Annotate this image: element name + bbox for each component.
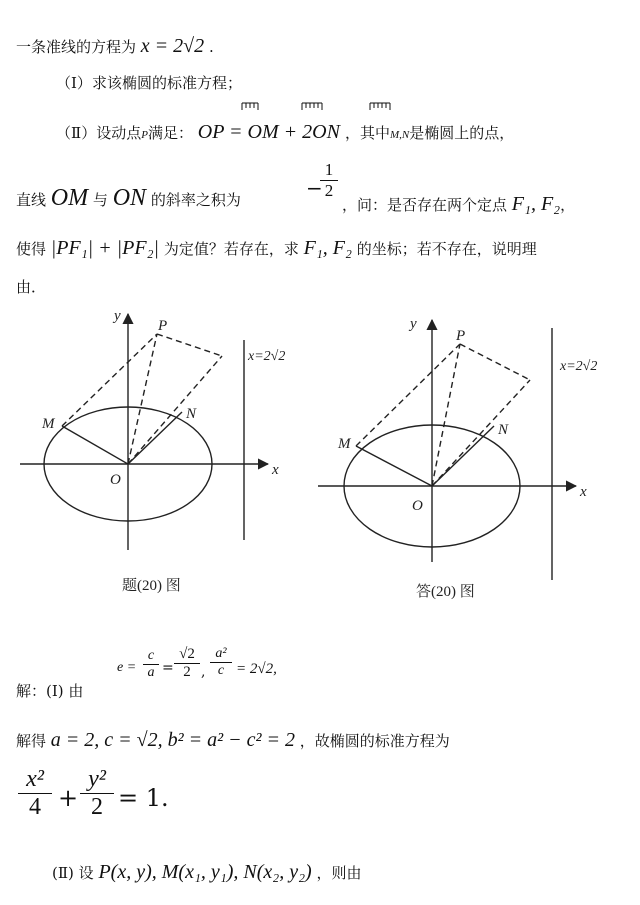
part2-point: P [141, 129, 148, 141]
problem-part-2 [56, 120, 514, 144]
line4-c: 的斜率之积为 [150, 191, 241, 209]
part2-mn: M,N [389, 129, 410, 141]
vector-arrow-marks [240, 100, 410, 114]
right-segment-on [432, 426, 494, 486]
left-p-label: P [158, 318, 168, 334]
line5-b: 为定值？若存在，求 [163, 240, 299, 258]
problem-line-1 [16, 34, 214, 58]
line1-text: 一条准线的方程为 [16, 38, 137, 56]
right-caption: 答(20) 图 [416, 584, 475, 600]
left-m-label: M [42, 416, 55, 432]
solution-2-tail: ，故椭圆的标准方程为 [299, 732, 450, 750]
solution-4-tail: ，则由 [316, 864, 362, 882]
left-dashed-parallelogram [62, 334, 222, 464]
line-om: OM [50, 185, 89, 211]
frac-x2-over-4: $\frac{\text{x²}}{4}$ [18, 766, 52, 821]
figures [0, 300, 640, 620]
frac-c-over-a: $\frac{c}{a}$ [143, 648, 159, 681]
directrix-value: = 2√2, [236, 661, 277, 677]
solution-4-label: (Ⅱ) 设 [52, 864, 94, 882]
left-x-label: x [272, 462, 279, 478]
frac-root2-over-2: $\frac{√2}{2}$ [174, 646, 200, 681]
problem-line-6: 由． [16, 278, 47, 296]
solution-4-math: P(x, y), M(x₁, y₁), N(x₂, y₂) [98, 861, 312, 883]
left-n-label: N [186, 406, 197, 422]
line-on: ON [112, 185, 147, 211]
slope-num: 1 [320, 160, 338, 181]
slope-product-fraction [320, 160, 338, 201]
line4-a: 直线 [16, 191, 47, 209]
line5-c: 的坐标；若不存在，说明理 [356, 240, 537, 258]
part1-label: （Ⅰ） [56, 74, 92, 92]
solution-4 [52, 860, 362, 884]
left-y-label: y [114, 308, 121, 324]
left-directrix-label: x=2√2 [248, 349, 286, 364]
problem-line-5 [16, 236, 537, 260]
part2-text-a: 设动点 [96, 124, 142, 142]
problem-line-4-tail [342, 192, 575, 216]
slope-minus: − [306, 176, 323, 200]
line1-period: . [208, 38, 214, 56]
solution-1-label: 解：(Ⅰ) 由 [16, 682, 84, 700]
foci-2: F₁, F₂ [303, 237, 352, 259]
left-segment-on [128, 412, 182, 464]
right-m-label: M [338, 436, 351, 452]
eq-sign-1: = [162, 660, 174, 676]
right-dashed-parallelogram [356, 344, 530, 486]
comma-1: , [201, 664, 206, 680]
line5-a: 使得 [16, 240, 47, 258]
directrix-equation: x = 2√2 [140, 35, 205, 57]
right-directrix-label: x=2√2 [560, 359, 598, 374]
left-origin-label: O [110, 472, 121, 488]
slope-den: 2 [324, 181, 334, 200]
part2-text-d: 是椭圆上的点， [409, 124, 515, 142]
problem-part-1 [56, 74, 242, 92]
line4-e: ， [560, 196, 576, 214]
solution-2-label: 解得 [16, 732, 47, 750]
foci-1: F₁, F₂ [511, 193, 561, 215]
problem-line-4 [16, 184, 241, 213]
right-y-label: y [410, 316, 417, 332]
right-p-label: P [456, 328, 466, 344]
part1-text: 求该椭圆的标准方程； [91, 74, 242, 92]
vector-equation: OP = OM + 2ON [197, 121, 340, 143]
focal-sum: |PF₁| + |PF₂| [50, 237, 160, 259]
right-segment-om [356, 446, 432, 486]
right-x-label: x [580, 484, 587, 500]
left-segment-om [62, 426, 128, 464]
right-figure [318, 320, 576, 580]
frac-y2-over-2: $\frac{\text{y²}}{2}$ [80, 766, 114, 821]
part2-text-c: ，其中 [344, 124, 390, 142]
right-origin-label: O [412, 498, 423, 514]
part2-label: （Ⅱ） [56, 124, 97, 142]
line4-d: ，问：是否存在两个定点 [342, 196, 508, 214]
solution-2 [16, 728, 450, 752]
left-caption: 题(20) 图 [122, 578, 181, 594]
plus-sign: + [58, 784, 79, 812]
part2-text-b: 满足： [147, 124, 193, 142]
left-figure [20, 314, 268, 550]
eccentricity-e: e = [117, 660, 137, 675]
frac-a2-over-c: $\frac{\text{a²}}{c}$ [210, 646, 232, 679]
equals-one: = 1. [118, 784, 169, 812]
line4-b: 与 [92, 191, 108, 209]
right-n-label: N [498, 422, 509, 438]
solution-2-math: a = 2, c = √2, b² = a² − c² = 2 [50, 729, 295, 751]
